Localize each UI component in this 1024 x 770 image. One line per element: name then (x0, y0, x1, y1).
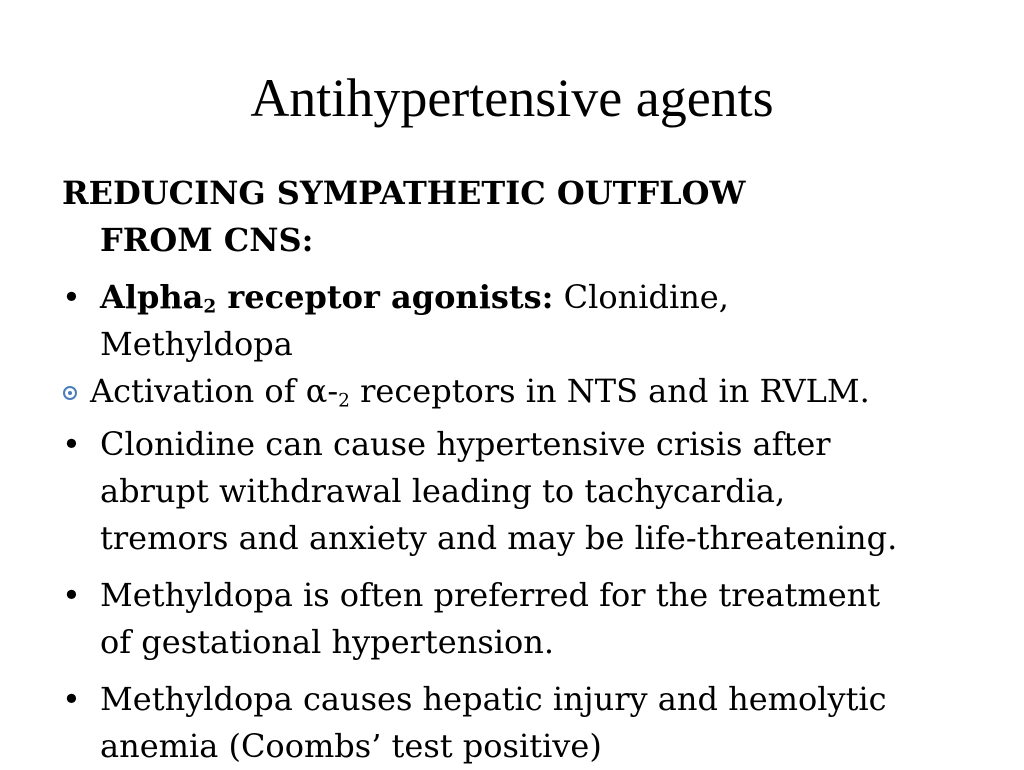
section-heading (62, 170, 982, 264)
drug-names-line-2: Methyldopa (100, 325, 293, 363)
drug-names-line-1: Clonidine, (553, 278, 729, 316)
bullet-line (100, 274, 982, 321)
bullet-alpha2-agonists (62, 274, 982, 368)
bullet-methyldopa-gestational (62, 572, 982, 666)
bullet-line-2: anemia (Coombs’ test positive) (100, 727, 602, 765)
sub-bullet-text-start: Activation of α- (90, 372, 339, 410)
bullet-dot-icon: • (62, 680, 81, 718)
bullet-line-3: tremors and anxiety and may be life-threatening. (100, 519, 898, 557)
bullet-line-1: Clonidine can cause hypertensive crisis after (100, 425, 831, 463)
sub-bullet-text (90, 368, 982, 415)
sub-bullet-text-end: receptors in NTS and in RVLM. (349, 372, 870, 410)
drug-class-label (100, 278, 553, 316)
bullet-dot-icon: • (62, 425, 81, 463)
slide-body (62, 170, 982, 770)
bullet-line-1: Methyldopa causes hepatic injury and hemolytic (100, 680, 887, 718)
bullet-line-2: abrupt withdrawal leading to tachycardia, (100, 472, 786, 510)
bullet-dot-icon: • (62, 278, 81, 316)
slide-title: Antihypertensive agents (250, 68, 774, 128)
circle-bullet-icon (63, 386, 77, 400)
sub-bullet-activation (62, 368, 982, 415)
bullet-line-2: of gestational hypertension. (100, 623, 555, 661)
drug-class-subscript: 2 (203, 296, 217, 318)
bullet-clonidine-crisis (62, 421, 982, 562)
drug-class-prefix: Alpha (100, 278, 204, 316)
sub-bullet-subscript: 2 (338, 390, 350, 412)
bullet-dot-icon: • (62, 576, 81, 614)
drug-class-suffix: receptor agonists: (216, 278, 554, 316)
bullet-line-1: Methyldopa is often preferred for the treatment (100, 576, 881, 614)
section-heading-line-2: FROM CNS: (100, 221, 314, 259)
section-heading-line-1: REDUCING SYMPATHETIC OUTFLOW (62, 174, 746, 212)
bullet-methyldopa-hepatic (62, 676, 982, 770)
